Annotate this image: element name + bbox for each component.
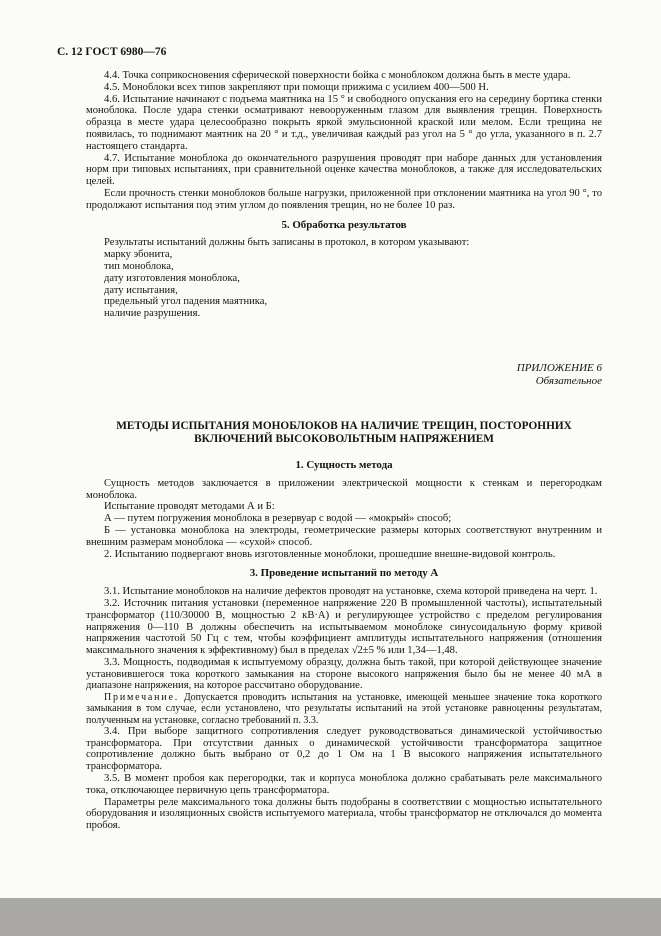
paragraph-essence-2: Испытание проводят методами А и Б:: [104, 501, 275, 513]
protocol-list-item: тип моноблока,: [104, 260, 174, 272]
paragraph-method-a: А — путем погружения моноблока в резервуар с водой — «мокрый» способ;: [104, 513, 452, 525]
note-paragraph: [86, 692, 602, 726]
protocol-list-item: наличие разрушения.: [104, 308, 201, 320]
protocol-list-item: дату испытания,: [104, 284, 178, 296]
paragraph-4-6: 4.6. Испытание начинают с подъема маятника на 15 ° и свободного опускания его на середину бортика стенки моноблока. После удара стенки осматривают невооруженным глазом для выявления трещин. Поверхность образца в месте удара целесообразно покрыть яркой эмульсионной краской или мелом. Если трещина не появилась, то поднимают маятник на 20 ° и т.д., увеличивая каждый раз угол на 5 ° до угла, указанного в п. 2.7 настоящего стандарта.: [86, 93, 602, 152]
paragraph-4-4: 4.4. Точка соприкосновения сферической поверхности бойка с моноблоком должна быть в месте удара.: [104, 70, 571, 81]
section-5-heading: 5. Обработка результатов: [281, 218, 407, 231]
paragraph-4-7: 4.7. Испытание моноблока до окончательного разрушения проводят при наборе данных для установления норм при типовых испытаниях, при сравнительной оценке качества моноблоков, а также для исследовательских целей.: [86, 152, 602, 188]
paragraph-essence-1: Сущность методов заключается в приложении электрической мощности к стенкам и перегородкам моноблока.: [86, 477, 602, 501]
section-5-intro: Результаты испытаний должны быть записаны в протокол, в котором указывают:: [104, 237, 470, 249]
paragraph-4-5: 4.5. Моноблоки всех типов закрепляют при помощи прижима с усилием 400—500 Н.: [104, 81, 489, 93]
appendix-title: МЕТОДЫ ИСПЫТАНИЯ МОНОБЛОКОВ НА НАЛИЧИЕ ТРЕЩИН, ПОСТОРОННИХ ВКЛЮЧЕНИЙ ВЫСОКОВОЛЬТНЫМ НАПРЯЖЕНИЕМ: [116, 419, 572, 446]
section-3-heading: 3. Проведение испытаний по методу А: [249, 567, 439, 580]
paragraph-3-4: 3.4. При выборе защитного сопротивления следует руководствоваться динамической устойчивостью трансформатора. При отсутствии данных о динамической устойчивости трансформатора защитное сопротивление должно быть выбрано от 0,2 до 1 Ом на 1 В высокого напряжения испытательного трансформатора.: [86, 725, 602, 773]
note-text: Допускается проводить испытания на установке, имеющей меньшее значение тока короткого замыкания в том случае, если установлено, что результаты испытаний на этой установке равноценны результатам, полученным на установке, согласно требований п. 3.3.: [86, 692, 603, 726]
paragraph-3-5: 3.5. В момент пробоя как перегородки, так и корпуса моноблока должно срабатывать реле максимального тока, отключающее первичную цепь трансформатора.: [86, 773, 602, 796]
appendix-label: ПРИЛОЖЕНИЕ 6: [516, 361, 602, 374]
paragraph-3-2: 3.2. Источник питания установки (переменное напряжение 220 В промышленной частоты), испытательный трансформатор (110/30000 В, мощностью 2 кВ·А) и регулирующее устройство с пределом регулирования напряжения 0—110 В должны обеспечить на испытываемом моноблоке синусоидальную форму кривой напряжения частотой 50 Гц с тем, чтобы коэффициент амплитуды испытательного напряжения (отношения максимального значения к эффективному) был в пределах √2±5 % или 1,34—1,48.: [86, 597, 602, 657]
appendix-sublabel: Обязательное: [535, 374, 602, 387]
section-1-heading: 1. Сущность метода: [295, 458, 393, 471]
document-content: [86, 70, 602, 832]
paragraph-4-7-continuation: Если прочность стенки моноблоков больше нагрузки, приложенной при отклонении маятника на угол 90 °, то продолжают испытания под этим углом до появления трещин, но не более 10 раз.: [86, 187, 602, 211]
protocol-list-item: предельный угол падения маятника,: [104, 296, 268, 308]
paragraph-method-b: Б — установка моноблока на электроды, геометрические размеры которых соответствуют внутренним и внешним размерам моноблока — «сухой» способ.: [86, 524, 602, 548]
paragraph-3-5-continuation: Параметры реле максимального тока должны быть подобраны в соответствии с мощностью испытательного оборудования и изоляционных свойств испытуемого материала, чтобы трансформатор не отключался до момента пробоя.: [86, 796, 602, 832]
paragraph-3-1: 3.1. Испытание моноблоков на наличие дефектов проводят на установке, схема которой приведена на черт. 1.: [104, 586, 598, 598]
protocol-list-item: дату изготовления моноблока,: [104, 272, 240, 284]
paragraph-3-3: 3.3. Мощность, подводимая к испытуемому образцу, должна быть такой, при которой действующее значение установившегося тока короткого замыкания на стороне высокого напряжения было бы не менее 40 мА в диапазоне напряжения, на которое рассчитано оборудование.: [86, 656, 602, 692]
protocol-list-item: марку эбонита,: [104, 249, 173, 261]
note-label: Примечание.: [104, 692, 180, 704]
page-running-title: С. 12 ГОСТ 6980—76: [57, 46, 167, 58]
paragraph-essence-3: 2. Испытанию подвергают вновь изготовленные моноблоки, прошедшие внешне-видовой контроль.: [104, 548, 556, 560]
